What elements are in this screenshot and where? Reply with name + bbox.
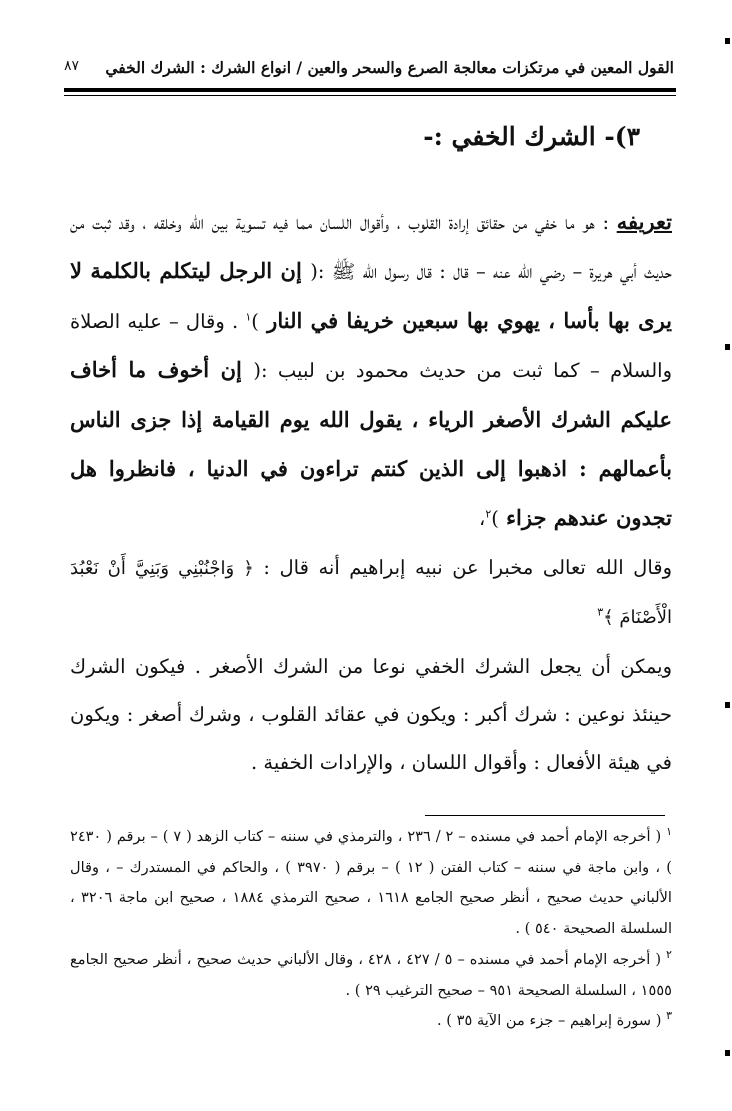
- running-title: القول المعين في مرتكزات معالجة الصرع والسحر والعين / انواع الشرك : الشرك الخفي: [105, 58, 674, 77]
- definition-label: تعريفه: [616, 209, 672, 234]
- footnote: [70, 945, 672, 1006]
- footnote-number: ١: [666, 825, 672, 839]
- text-run: ،: [479, 507, 486, 531]
- text-run: : هو ما خفي من حقائق إرادة القلوب ، وأقوال اللسان مما فيه تسوية بين الله وخلقه ، وقد ثبت من حديث أبي هريرة – رضي الله عنه – قال : قال رسول الله ﷺ :(: [70, 211, 672, 284]
- paragraph-definition: [70, 198, 672, 544]
- body-text: [70, 198, 672, 788]
- scan-edge-mark: [725, 344, 730, 350]
- footnote-text: ( سورة إبراهيم – جزء من الآية ٣٥ ) .: [437, 1012, 667, 1030]
- scan-edge-mark: [725, 1050, 730, 1056]
- text-run: ويمكن أن يجعل الشرك الخفي نوعا من الشرك الأصغر . فيكون الشرك حينئذ نوعين : شرك أكبر : ويكون في عقائد القلوب ، وشرك أصغر : ويكون في هيئة الأفعال : وأقوال اللسان ، والإرادات الخفية .: [70, 654, 672, 775]
- header-rule-thin: [64, 95, 676, 96]
- footnote-number: ٣: [666, 1009, 672, 1023]
- text-run: . وقال – عليه الصلاة والسلام – كما ثبت من حديث محمود بن لبيب :(: [70, 309, 672, 383]
- hadith-quote: إن الرجل ليتكلم بالكلمة لا يرى بها بأسا ، يهوي بها سبعين خريفا في النار: [70, 258, 672, 333]
- text-run: وقال الله تعالى مخبرا عن نبيه إبراهيم أنه قال :: [253, 555, 672, 579]
- footnote-text: ( أخرجه الإمام أحمد في مسنده – ٥ / ٤٢٧ ، ٤٢٨ ، وقال الألباني حديث صحيح ، أنظر صحيح الجامع ١٥٥٥ ، السلسلة الصحيحة ٩٥١ – صحيح الترغيب ٢٩ ) .: [70, 950, 672, 999]
- header-rule-thick: [64, 88, 676, 92]
- footnotes: [70, 822, 672, 1037]
- scan-edge-mark: [725, 38, 730, 44]
- footnote: [70, 822, 672, 945]
- footnote-ref: ٣: [597, 605, 604, 619]
- scan-edge-mark: [725, 702, 730, 708]
- footnote-number: ٢: [666, 947, 672, 961]
- hadith-quote: إن أخوف ما أخاف عليكم الشرك الأصغر الرياء ، يقول الله يوم القيامة إذا جزى الناس بأعمالهم : اذهبوا إلى الذين كنتم تراءون في الدنيا ، فانظروا هل تجدون عندهم جزاء: [70, 357, 672, 531]
- paragraph-types: [70, 643, 672, 788]
- page-header: [64, 56, 674, 86]
- footnote-separator: [425, 815, 665, 816]
- footnote-text: ( أخرجه الإمام أحمد في مسنده – ٢ / ٢٣٦ ، والترمذي في سننه – كتاب الزهد ( ٧ ) – برقم ( ٢٤٣٠ ) ، وابن ماجة في سننه – كتاب الفتن ( ١٢ ) – برقم ( ٣٩٧٠ ) ، والحاكم في المستدرك – ، وقال الألباني حديث صحيح ، أنظر صحيح الجامع ١٦١٨ ، صحيح الترمذي ١٨٨٤ ، صحيح ابن ماجة ٣٢٠٦ ، السلسلة الصحيحة ٥٤٠ ) .: [70, 828, 672, 938]
- footnote: [70, 1006, 672, 1037]
- footnote-ref: ٢: [485, 507, 492, 521]
- page-number: ٨٧: [64, 58, 80, 74]
- paragraph-quran: [70, 544, 672, 643]
- section-title: ٣)- الشرك الخفي :-: [423, 122, 640, 151]
- quote-close: ): [491, 507, 499, 531]
- quote-close: ): [251, 309, 259, 333]
- quran-verse: ﴿ وَاجْنُبْنِي وَبَنِيَّ أَنْ نَعْبُدَ الْأَصْنَامَ ﴾: [70, 557, 672, 629]
- footnote-ref: ١: [245, 310, 252, 324]
